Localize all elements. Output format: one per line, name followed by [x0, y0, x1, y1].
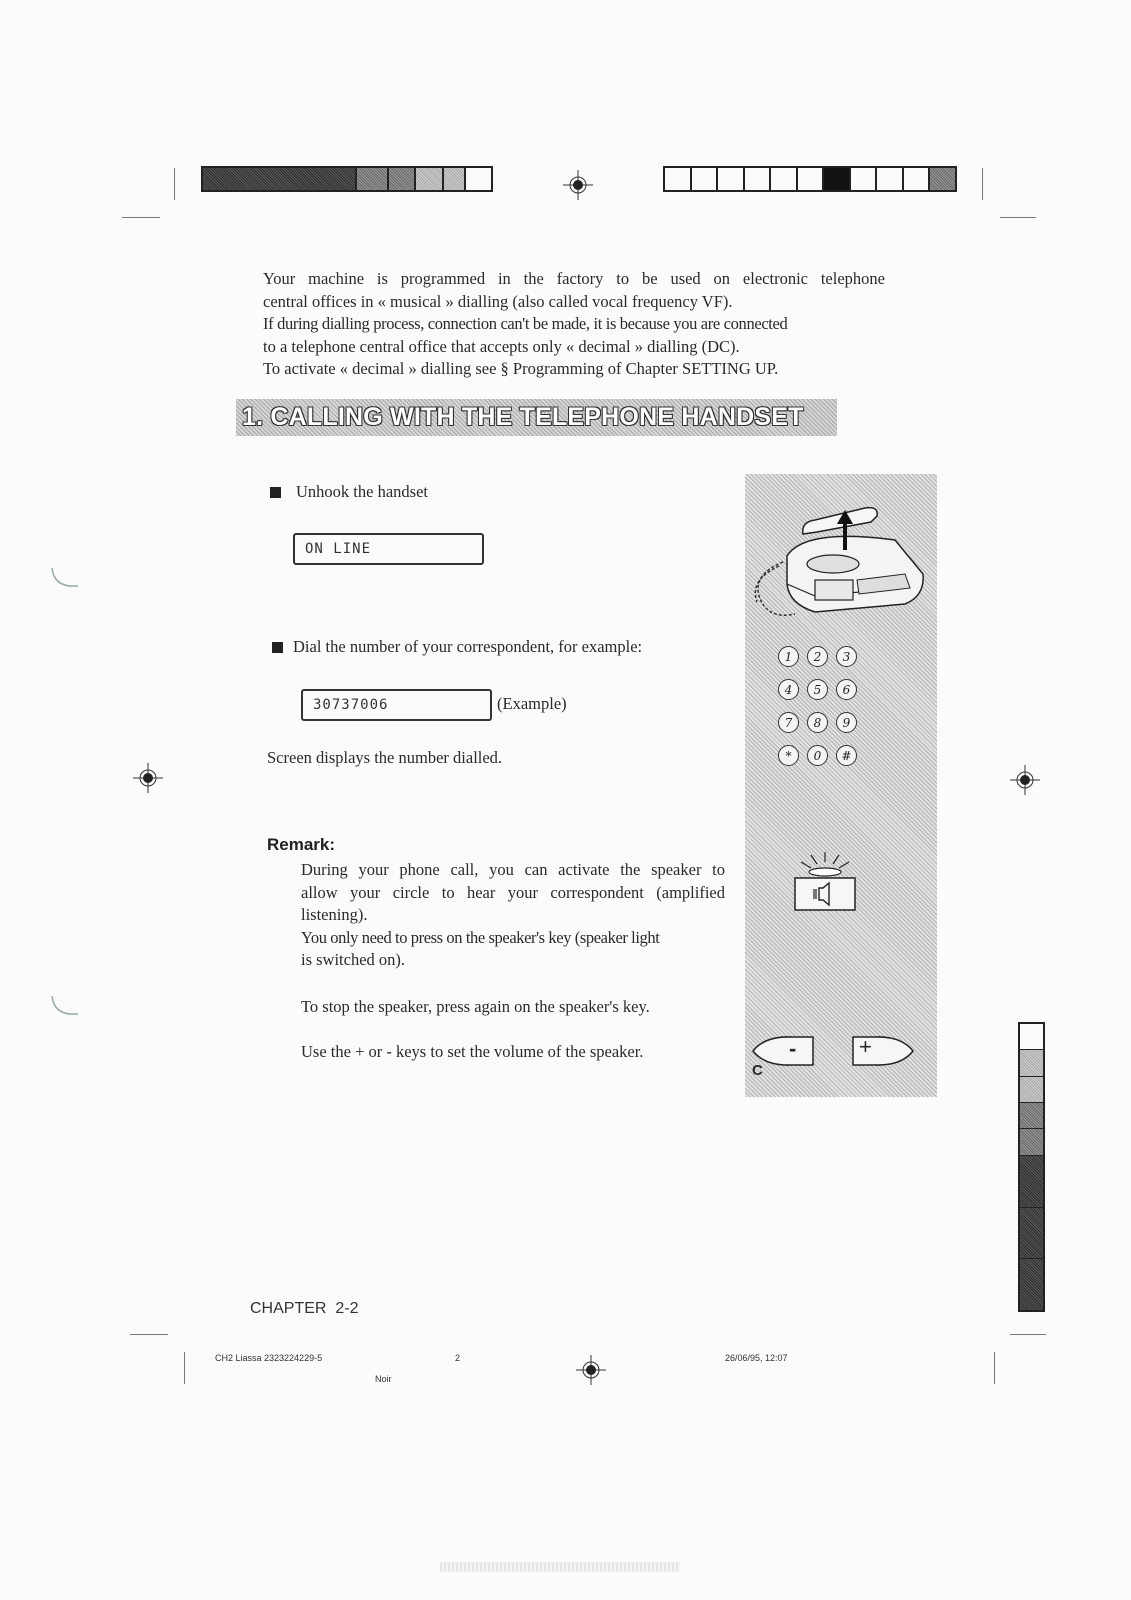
keypad-key: 5: [807, 679, 828, 700]
step-unhook-text: Unhook the handset: [296, 482, 428, 501]
intro-paragraph: [263, 268, 885, 381]
intro-line: If during dialling process, connection can't be made, it is because you are connected: [263, 314, 788, 333]
display-on-line: ON LINE: [293, 533, 484, 565]
crop-mark-br: [1010, 1334, 1046, 1335]
punch-hole-mark-icon: [48, 566, 82, 592]
calibration-strip-left: [201, 166, 493, 192]
crop-mark-bl: [130, 1334, 168, 1335]
footer-timestamp: 26/06/95, 12:07: [725, 1353, 788, 1363]
keypad-key: 3: [836, 646, 857, 667]
section-title: 1. CALLING WITH THE TELEPHONE HANDSET: [236, 399, 837, 436]
keypad-key: 4: [778, 679, 799, 700]
keypad-key: 0: [807, 745, 828, 766]
keypad-key: 8: [807, 712, 828, 733]
registration-mark-right-icon: [1010, 765, 1040, 795]
keypad-key: 2: [807, 646, 828, 667]
keypad-key: 6: [836, 679, 857, 700]
remark-paragraph: [301, 859, 725, 972]
display-number: 30737006: [301, 689, 492, 721]
crop-mark-br-v: [994, 1352, 995, 1384]
screen-note: Screen displays the number dialled.: [267, 748, 503, 767]
remark-line: During your phone call, you can activate the speaker to: [301, 860, 725, 879]
footer-color: Noir: [375, 1374, 392, 1384]
intro-line: To activate « decimal » dialling see § Programming of Chapter SETTING UP.: [263, 359, 779, 378]
chapter-label: CHAPTER 2-2: [250, 1300, 359, 1317]
crop-mark-tr: [1000, 217, 1036, 218]
keypad-key: *: [778, 745, 799, 766]
scan-artifact: [440, 1562, 680, 1572]
remark-heading: Remark:: [267, 835, 336, 854]
intro-line: central offices in « musical » dialling (also called vocal frequency VF).: [263, 291, 733, 311]
grayscale-calibration-bar: [1018, 1022, 1045, 1312]
remark-line: listening).: [301, 905, 368, 924]
illustration-panel: [745, 474, 937, 1097]
registration-mark-bottom-icon: [576, 1355, 606, 1385]
keypad-key: 7: [778, 712, 799, 733]
punch-hole-mark-icon: [48, 994, 82, 1020]
remark-line: You only need to press on the speaker's key (speaker light: [301, 927, 660, 947]
calibration-strip-right: [663, 166, 957, 192]
remark-line: is switched on).: [301, 950, 406, 969]
crop-mark-bl-v: [184, 1352, 185, 1384]
remark-line: allow your circle to hear your correspondent (amplified: [301, 882, 725, 902]
volume-minus-label: -: [789, 1036, 797, 1061]
footer-page: 2: [455, 1353, 461, 1363]
crop-mark-tl-v: [174, 168, 175, 200]
remark-stop-text: To stop the speaker, press again on the speaker's key.: [301, 997, 650, 1016]
bullet-icon: [272, 642, 283, 653]
registration-mark-top-icon: [563, 170, 593, 200]
keypad-key: #: [836, 745, 857, 766]
crop-mark-tr-v: [982, 168, 983, 200]
speaker-key-icon: [789, 850, 859, 916]
step-dial-text: Dial the number of your correspondent, for example:: [293, 637, 643, 656]
example-label: (Example): [497, 694, 567, 713]
c-key-label: C: [752, 1062, 763, 1079]
crop-mark-tl: [122, 217, 160, 218]
intro-line: Your machine is programmed in the factory to be used on electronic telephone: [263, 269, 885, 288]
remark-volume-text: Use the + or - keys to set the volume of the speaker.: [301, 1042, 644, 1061]
keypad-key: 9: [836, 712, 857, 733]
bullet-icon: [270, 487, 281, 498]
registration-mark-left-icon: [133, 763, 163, 793]
intro-line: to a telephone central office that accepts only « decimal » dialling (DC).: [263, 336, 740, 356]
keypad-key: 1: [778, 646, 799, 667]
volume-plus-label: +: [859, 1034, 872, 1059]
fax-machine-handset-icon: [745, 484, 937, 634]
footer-file: CH2 Liassa 2323224229-5: [215, 1353, 323, 1363]
